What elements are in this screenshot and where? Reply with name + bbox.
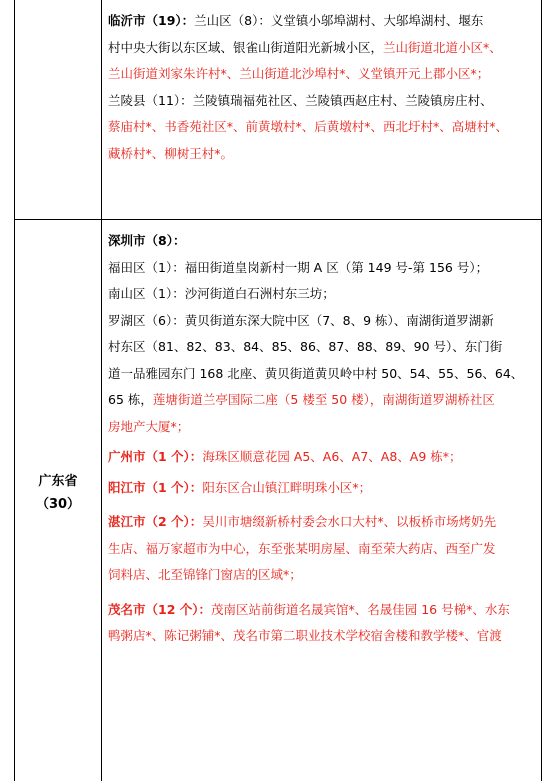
province-name: 广东省 [38,474,78,489]
shenzhen-text: 65 栋， [108,392,153,407]
row-divider [14,219,541,220]
zhanjiang-text: 吴川市塘缀新桥村委会水口大村*、以板桥市场烤奶先 [202,514,497,529]
linyi-text: 村中央大街以东区域、银雀山街道阳光新城小区， [108,39,384,55]
guangzhou-line [108,444,536,471]
zhanjiang-line-3: 饲料店、北至锦锋门窗店的区域*； [108,567,302,582]
shenzhen-line-4: 村东区（81、82、83、84、85、86、87、88、89、90 号）、东门街 [108,339,503,354]
maoming-text: 茂南区站前街道名晟宾馆*、名晟佳园 16 号梯*、水东 [211,601,510,617]
shenzhen-red-text: 莲塘街道兰亭国际二座（5 楼至 50 楼），南湖街道罗湖桥社区 [152,392,495,407]
linyi-city-label: 临沂市（19）： [108,13,195,28]
linyi-text: 兰陵县（11）：兰陵镇瑞福苑社区、兰陵镇西赵庄村、兰陵镇房庄村、 [108,92,493,108]
shenzhen-line-3: 罗湖区（6）：黄贝街道东深大院中区（7、8、9 栋）、南湖街道罗湖新 [108,312,494,328]
shenzhen-line-7 [108,414,536,441]
linyi-line-4 [108,88,536,115]
linyi-line-5 [108,114,536,141]
linyi-line-2 [108,35,536,62]
maoming-line-1 [108,597,536,624]
linyi-line-1 [108,8,536,35]
zhanjiang-city-label: 湛江市（2 个）： [108,514,203,529]
linyi-cell [108,8,536,167]
linyi-text: 兰山区（8）：义堂镇小邬埠湖村、大邬埠湖村、堰东 [194,13,484,28]
shenzhen-line-6 [108,387,536,414]
yangjiang-city-label: 阳江市（1 个）： [108,479,203,495]
column-divider [101,0,102,781]
maoming-line-2: 鸭粥店*、陈记粥铺*、茂名市第二职业技术学校宿舍楼和教学楼*、官渡 [108,628,502,643]
province-count: （30） [35,497,81,512]
shenzhen-line-1: 福田区（1）：福田街道皇岗新村一期 A 区（第 149 号-第 156 号）； [108,259,489,275]
shenzhen-line-2: 南山区（1）：沙河街道白石洲村东三坊； [108,286,335,301]
zhanjiang-line-2: 生店、福万家超市为中心，东至张某明房屋、南至荣大药店、西至广发 [108,540,496,556]
province-cell [14,470,102,516]
guangdong-cell [108,228,536,650]
linyi-red-text: 兰山街道北道小区*、 [383,39,502,55]
shenzhen-red-text: 房地产大厦*； [108,418,190,434]
zhanjiang-line-1 [108,509,536,536]
shenzhen-title [108,228,536,255]
shenzhen-city-label: 深圳市（8）： [108,233,186,248]
spacer [108,501,536,509]
linyi-line-3 [108,61,536,88]
spacer [108,589,536,597]
linyi-red-text: 蔡庙村*、书香苑社区*、前黄墩村*、后黄墩村*、西北圩村*、高塘村*、 [108,119,509,134]
shenzhen-line-5: 道一品雅园东门 168 北座、黄贝街道黄贝岭中村 50、54、55、56、64、 [108,365,524,381]
yangjiang-text: 阳东区合山镇江畔明珠小区*； [202,479,372,495]
linyi-red-text: 藏桥村*、柳树王村*。 [108,145,234,161]
guangzhou-city-label: 广州市（1 个）： [108,449,203,464]
maoming-city-label: 茂名市（12 个）： [108,601,211,617]
linyi-line-6 [108,141,536,168]
linyi-red-text: 兰山街道刘家朱许村*、兰山街道北沙埠村*、义堂镇开元上郡小区*； [108,66,490,81]
guangzhou-text: 海珠区顺意花园 A5、A6、A7、A8、A9 栋*； [202,449,462,464]
yangjiang-line [108,475,536,502]
